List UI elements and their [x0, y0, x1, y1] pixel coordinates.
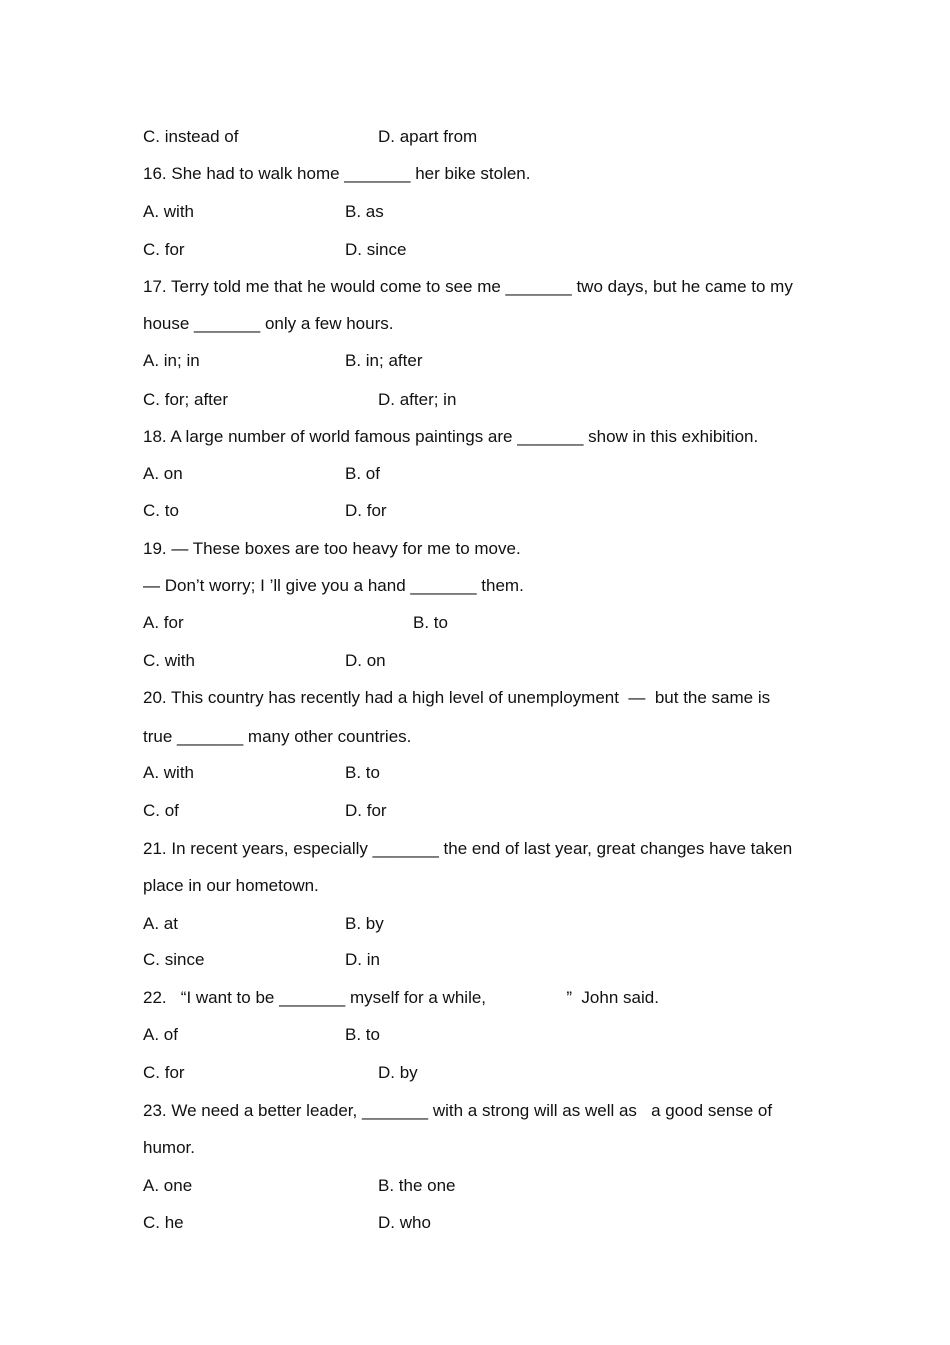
q16-option-b: B. as — [345, 202, 384, 221]
q22-option-b: B. to — [345, 1025, 380, 1044]
q17-stem-line1: 17. Terry told me that he would come to see me _______ two days, but he came to my — [143, 277, 793, 296]
q15-option-c: C. instead of — [143, 127, 239, 146]
q20-option-b: B. to — [345, 763, 380, 782]
q18-stem: 18. A large number of world famous paintings are _______ show in this exhibition. — [143, 427, 759, 446]
q17-option-a: A. in; in — [143, 351, 200, 370]
q21-option-b: B. by — [345, 914, 384, 933]
q18-option-a: A. on — [143, 464, 183, 483]
q21-stem-line2: place in our hometown. — [143, 876, 319, 895]
q16-option-a: A. with — [143, 202, 195, 221]
q17-stem-line2: house _______ only a few hours. — [143, 314, 394, 333]
q18-option-b: B. of — [345, 464, 380, 483]
q22-option-c: C. for — [143, 1063, 185, 1082]
q23-option-d: D. who — [378, 1213, 431, 1232]
q17-option-c: C. for; after — [143, 390, 229, 409]
q23-option-a: A. one — [143, 1176, 193, 1195]
q19-option-d: D. on — [345, 651, 386, 670]
q15-option-d: D. apart from — [378, 127, 478, 146]
q21-option-a: A. at — [143, 914, 178, 933]
q20-option-a: A. with — [143, 763, 195, 782]
q20-option-c: C. of — [143, 801, 179, 820]
q22-option-d: D. by — [378, 1063, 418, 1082]
q19-option-c: C. with — [143, 651, 195, 670]
q19-stem-line1: 19. — These boxes are too heavy for me to move. — [143, 539, 521, 558]
q16-option-c: C. for — [143, 240, 185, 259]
q22-option-a: A. of — [143, 1025, 178, 1044]
q17-option-d: D. after; in — [378, 390, 457, 409]
q22-stem: 22. “I want to be _______ myself for a while, ” John said. — [143, 988, 659, 1007]
q21-option-d: D. in — [345, 950, 380, 969]
q18-option-c: C. to — [143, 501, 179, 520]
q19-option-a: A. for — [143, 613, 184, 632]
q21-stem-line1: 21. In recent years, especially _______ the end of last year, great changes have taken — [143, 839, 793, 858]
q19-stem-line2: — Don’t worry; I ’ll give you a hand _______ them. — [143, 576, 524, 595]
q16-option-d: D. since — [345, 240, 407, 259]
q20-stem-line1: 20. This country has recently had a high level of unemployment — but the same is — [143, 688, 771, 707]
q23-option-b: B. the one — [378, 1176, 456, 1195]
q23-stem-line2: humor. — [143, 1138, 195, 1157]
q20-stem-line2: true _______ many other countries. — [143, 727, 412, 746]
q16-stem: 16. She had to walk home _______ her bike stolen. — [143, 164, 531, 183]
q20-option-d: D. for — [345, 801, 387, 820]
q21-option-c: C. since — [143, 950, 205, 969]
q19-option-b: B. to — [413, 613, 448, 632]
q18-option-d: D. for — [345, 501, 387, 520]
q17-option-b: B. in; after — [345, 351, 423, 370]
q23-option-c: C. he — [143, 1213, 184, 1232]
q23-stem-line1: 23. We need a better leader, _______ with a strong will as well as a good sense of — [143, 1101, 773, 1120]
